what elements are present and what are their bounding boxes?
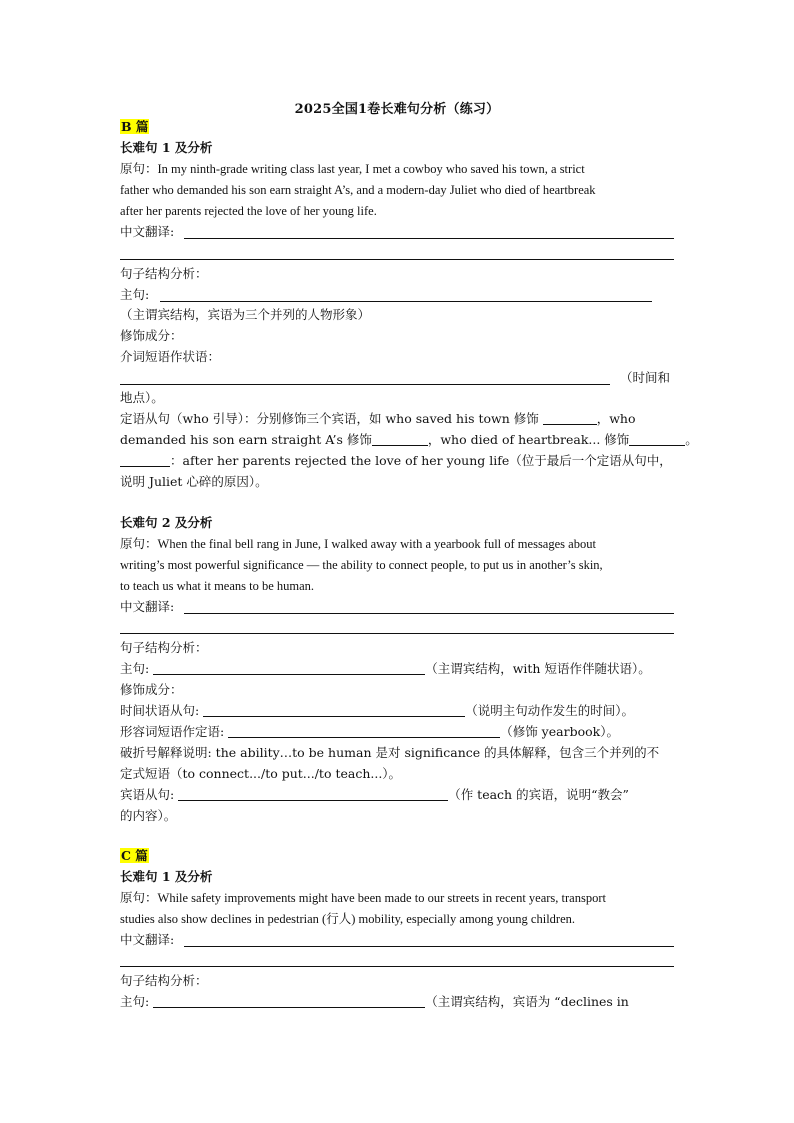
answer-blank[interactable] [153, 995, 425, 1008]
main-clause-answer-line[interactable] [160, 301, 652, 302]
translation-answer-line[interactable] [120, 633, 674, 634]
time-clause-row: 时间状语从句: （说明主句动作发生的时间）。 [120, 703, 634, 718]
object-clause-row: 宾语从句: （作 teach 的宾语，说明“教会” [120, 787, 629, 802]
translation-row [120, 599, 174, 615]
structure-label: 句子结构分析： [120, 266, 208, 281]
answer-blank[interactable] [372, 433, 428, 446]
prep-phrase-note: （时间和 [620, 370, 671, 385]
answer-blank[interactable] [228, 725, 500, 738]
main-clause-row: 主句: （主谓宾结构，宾语为 “declines in [120, 994, 629, 1009]
translation-answer-line[interactable] [120, 966, 674, 967]
sentence-2-original-line-2: writing’s most powerful significance — the ability to connect people, to put us in another’s skin, [120, 558, 603, 572]
answer-blank[interactable] [153, 662, 425, 675]
main-clause-label: 主句: [120, 287, 150, 302]
answer-blank[interactable] [120, 454, 170, 467]
sentence-1-original-line-2: father who demanded his son earn straight A’s, and a modern-day Juliet who died of heartbreak [120, 183, 596, 197]
answer-blank[interactable] [203, 704, 465, 717]
translation-label: 中文翻译: [120, 599, 175, 614]
section-c-heading: C 篇 [121, 848, 148, 863]
structure-label: 句子结构分析： [120, 973, 208, 988]
sentence-1-heading: 长难句 1 及分析 [120, 140, 213, 155]
adj-phrase-row: 形容词短语作定语: （修饰 yearbook）。 [120, 724, 619, 739]
dash-explain-row-1: 破折号解释说明: the ability…to be human 是对 significance 的具体解释，包含三个并列的不 [120, 745, 660, 760]
attr-clause-row-3: ：after her parents rejected the love of her young life（位于最后一个定语从句中， [120, 453, 672, 469]
main-clause-row [120, 287, 149, 303]
prep-phrase-label: 介词短语作状语： [120, 349, 221, 364]
answer-blank[interactable] [543, 412, 597, 425]
sentence-1-original-line-1: 原句：In my ninth-grade writing class last year, I met a cowboy who saved his town, a strict [120, 161, 585, 176]
attr-clause-row-4: 说明 Juliet 心碎的原因）。 [120, 474, 268, 489]
translation-row [120, 932, 174, 948]
translation-label: 中文翻译: [120, 224, 175, 239]
translation-label: 中文翻译: [120, 932, 175, 947]
original-label: 原句： [120, 890, 158, 905]
translation-row [120, 224, 174, 240]
modifier-label: 修饰成分： [120, 328, 183, 343]
section-b-heading: B 篇 [121, 119, 149, 134]
answer-blank[interactable] [178, 788, 448, 801]
prep-phrase-answer-line[interactable] [120, 384, 610, 385]
sentence-1-original-line-3: after her parents rejected the love of her young life. [120, 204, 377, 218]
c-sentence-1-original-line-1: 原句：While safety improvements might have been made to our streets in recent years, transport [120, 890, 606, 905]
modifier-label: 修饰成分： [120, 682, 183, 697]
original-label: 原句： [120, 161, 158, 176]
answer-blank[interactable] [629, 433, 685, 446]
original-label: 原句： [120, 536, 158, 551]
dash-explain-row-2: 定式短语（to connect.../to put.../to teach...）。 [120, 766, 402, 781]
attr-clause-row-1: 定语从句（who 引导）：分别修饰三个宾语，如 who saved his town 修饰 ，who [120, 411, 636, 426]
attr-clause-row-2: demanded his son earn straight A’s 修饰 ，who died of heartbreak... 修饰 。 [120, 432, 698, 447]
sentence-2-heading: 长难句 2 及分析 [120, 515, 213, 530]
object-clause-note-cont: 的内容）。 [120, 808, 177, 823]
c-sentence-1-heading: 长难句 1 及分析 [120, 869, 213, 884]
translation-answer-line[interactable] [184, 238, 674, 239]
sentence-2-original-line-3: to teach us what it means to be human. [120, 579, 315, 593]
sentence-2-original-line-1: 原句：When the final bell rang in June, I walked away with a yearbook full of messages about [120, 536, 596, 551]
translation-answer-line[interactable] [184, 946, 674, 947]
translation-answer-line[interactable] [120, 259, 674, 260]
structure-label: 句子结构分析： [120, 640, 208, 655]
prep-phrase-note-cont: 地点）。 [120, 390, 164, 405]
c-sentence-1-original-line-2: studies also show declines in pedestrian (行人) mobility, especially among young children. [120, 912, 575, 926]
translation-answer-line[interactable] [184, 613, 674, 614]
page-title: 2025全国1卷长难句分析（练习） [294, 102, 500, 117]
main-clause-note: （主谓宾结构，宾语为三个并列的人物形象） [120, 307, 371, 322]
main-clause-row: 主句: （主谓宾结构，with 短语作伴随状语）。 [120, 661, 651, 676]
